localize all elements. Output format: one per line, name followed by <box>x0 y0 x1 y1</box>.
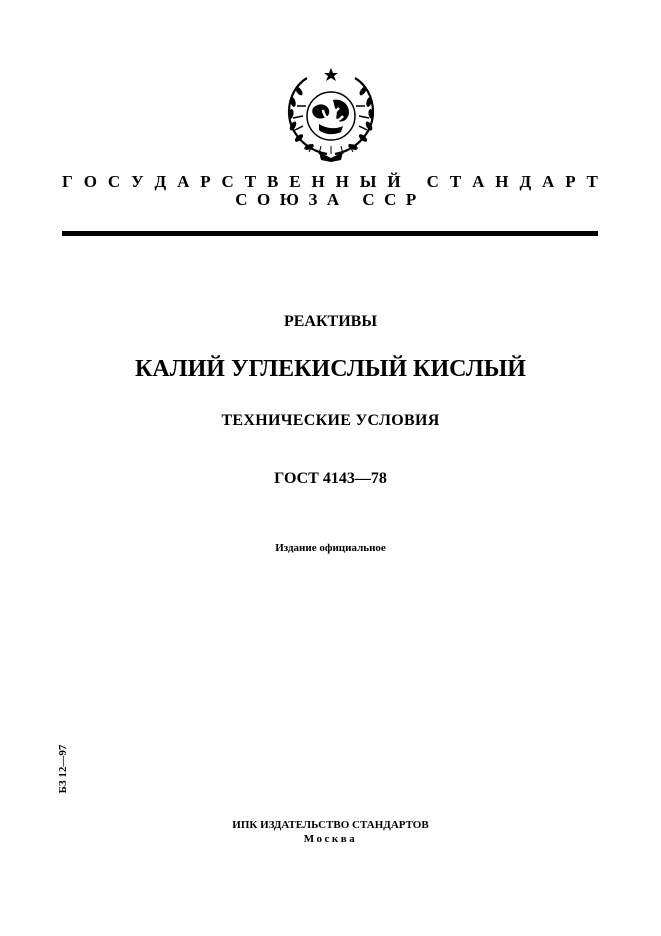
header-letter: Т <box>244 172 257 191</box>
header-divider <box>62 231 598 236</box>
header-letter: С <box>107 172 121 191</box>
header-letter: В <box>266 172 279 191</box>
ussr-coat-of-arms-icon <box>283 66 379 164</box>
publisher-city: Москва <box>303 833 358 845</box>
header-letter: Д <box>154 172 167 191</box>
publisher: ИПК ИЗДАТЕЛЬСТВО СТАНДАРТОВ <box>232 819 429 831</box>
header-letter: А <box>177 172 190 191</box>
header-letter: Г <box>62 172 73 191</box>
series-title: РЕАКТИВЫ <box>283 313 378 330</box>
side-code <box>56 742 70 796</box>
header-state-standard <box>62 172 598 192</box>
header-letter: Т <box>449 172 462 191</box>
standard-number: ГОСТ 4143—78 <box>274 470 387 487</box>
header-letter: Н <box>311 172 325 191</box>
header-letter: Н <box>495 172 509 191</box>
header-letter: Н <box>335 172 349 191</box>
header-letter: С <box>221 172 234 191</box>
document-title: КАЛИЙ УГЛЕКИСЛЫЙ КИСЛЫЙ <box>135 356 526 382</box>
header-letter: Д <box>519 172 532 191</box>
side-code-text: БЗ 12—97 <box>57 744 69 794</box>
header-letter: Т <box>586 172 598 191</box>
header-letter: У <box>131 172 144 191</box>
header-letter: Е <box>289 172 301 191</box>
header-letter: С <box>426 172 439 191</box>
header-letter: Ы <box>359 172 377 191</box>
header-letter: О <box>83 172 97 191</box>
edition-note: Издание официальное <box>275 542 386 554</box>
header-ussr: СОЮЗА ССР <box>235 190 426 209</box>
header-letter: Р <box>200 172 211 191</box>
header-letter <box>412 172 416 192</box>
header-letter: Р <box>565 172 576 191</box>
document-subtitle: ТЕХНИЧЕСКИЕ УСЛОВИЯ <box>221 412 440 429</box>
header-letter: А <box>472 172 485 191</box>
header-letter: Й <box>387 172 401 191</box>
header-letter: А <box>542 172 555 191</box>
